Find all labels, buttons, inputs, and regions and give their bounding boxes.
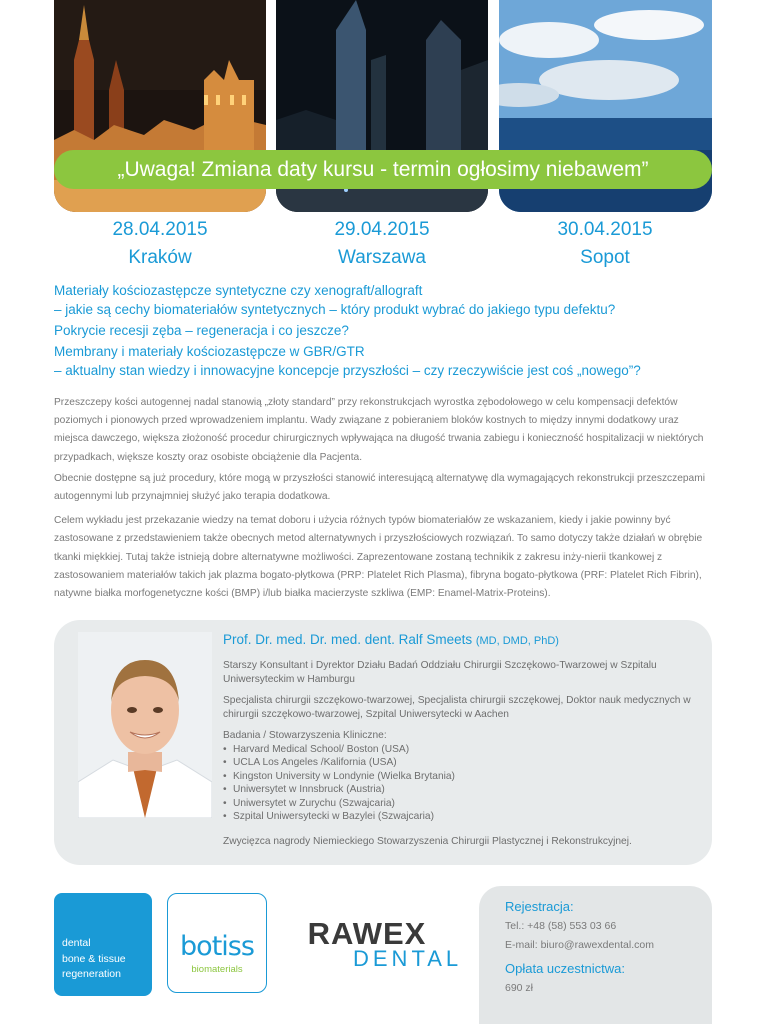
blue-box-line: regeneration: [62, 968, 121, 980]
event-date: 29.04.2015: [334, 219, 430, 240]
topic-3: [54, 342, 724, 380]
speaker-name: [223, 631, 703, 650]
registration-heading: Rejestracja:: [505, 899, 574, 914]
event-city: Warszawa: [338, 247, 426, 268]
botiss-name: botiss: [180, 931, 254, 962]
botiss-logo: [167, 893, 267, 993]
research-item: • Uniwersytet w Innsbruck (Austria): [223, 783, 703, 797]
event-date: 28.04.2015: [112, 219, 208, 240]
topic-line: Membrany i materiały kościozastępcze w GBR/GTR: [54, 344, 365, 359]
speaker-award: Zwycięzca nagrody Niemieckiego Stowarzyszenia Chirurgii Plastycznej i Rekonstrukcyjnej.: [223, 835, 632, 847]
speaker-portrait: [78, 632, 212, 818]
speaker-degrees: (MD, DMD, PhD): [475, 635, 559, 647]
research-item: • Szpital Uniwersytecki w Bazylei (Szwajcaria): [223, 810, 703, 824]
registration-phone[interactable]: Tel.: +48 (58) 553 03 66: [505, 920, 617, 932]
blue-box-line: bone & tissue: [62, 952, 126, 965]
research-heading: Badania / Stowarzyszenia Kliniczne:: [223, 730, 387, 741]
speaker-specialty: Specjalista chirurgii szczękowo-twarzowej, Specjalista chirurgii szczękowej, Doktor nauk medycznych w chirurgii szczękowo-twarzowej, Szpital Uniwersytecki w Aachen: [223, 695, 691, 720]
topic-line: Pokrycie recesji zęba – regeneracja i co jeszcze?: [54, 323, 349, 338]
topic-2: [54, 321, 724, 340]
course-topics: [54, 281, 724, 382]
event-city: Kraków: [128, 247, 192, 268]
event-krakow: [54, 216, 266, 272]
topic-1: [54, 281, 724, 319]
topic-line: – aktualny stan wiedzy i innowacyjne koncepcje przyszłości – czy rzeczywiście jest coś „nowego”?: [54, 363, 641, 378]
event-city: Sopot: [580, 247, 630, 268]
speaker-bio: [223, 631, 703, 848]
research-item: • Harvard Medical School/ Boston (USA): [223, 743, 703, 757]
fee-amount: 690 zł: [505, 982, 534, 994]
dental-regeneration-text: [62, 936, 148, 983]
course-description: [54, 394, 714, 606]
research-item: • Uniwersytet w Zurychu (Szwajcaria): [223, 797, 703, 811]
event-date: 30.04.2015: [557, 219, 653, 240]
research-item: • UCLA Los Angeles /Kalifornia (USA): [223, 756, 703, 770]
speaker-role: Starszy Konsultant i Dyrektor Działu Badań Oddziału Chirurgii Szczękowo-Twarzowej w Szpitalu Uniwersyteckim w Hamburgu: [223, 660, 657, 685]
topic-line: Materiały kościozastępcze syntetyczne czy xenograft/allograft: [54, 283, 423, 298]
blue-box-line: dental: [62, 937, 91, 949]
fee-heading: Opłata uczestnictwa:: [505, 961, 625, 976]
rawex-dental-logo: [287, 916, 463, 971]
body-paragraph: Celem wykładu jest przekazanie wiedzy na temat doboru i użycia różnych typów biomateriałów ze wskazaniem, kiedy i jakie powinny być zastosowane z przedstawieniem także obecnych metod alternatywnych i przyszłościowych rozwiązań. To samo dotyczy także działań w obrębie tkanki miękkiej. Tutaj także istnieją dobre alternatywne możliwości. Zaprezentowane zostaną technikik z zakresu inży-nierii tkankowej z zastosowaniem materiałów takich jak plazma bogato-płytkowa (PRP: Platelet Rich Plasma), fibryna bogato-płytkowa (PRF: Platelet Rich Fibrin), natywne białka morfogenetyczne kości (BMP) i/lub białka macierzyste szkliwa (EMP: Enamel-Matrix-Proteins).: [54, 515, 703, 600]
dental-wordmark: DENTAL: [353, 946, 463, 971]
botiss-subtitle: biomaterials: [191, 964, 243, 975]
research-list: [223, 743, 703, 824]
speaker-name-text: Prof. Dr. med. Dr. med. dent. Ralf Smeets: [223, 632, 473, 647]
rawex-wordmark: RAWEX: [307, 916, 427, 951]
event-sopot: [499, 216, 711, 272]
research-item: • Kingston University w Londynie (Wielka Brytania): [223, 770, 703, 784]
body-paragraph: Obecnie dostępne są już procedury, które mogą w przyszłości stanowić interesującą alternatywę dla wymagających rekonstrukcji przeszczepami autogennymi lub przynajmniej służyć jako terapia dodatkowa.: [54, 472, 705, 503]
event-warszawa: [276, 216, 488, 272]
registration-email[interactable]: E-mail: biuro@rawexdental.com: [505, 939, 654, 951]
registration-info: [505, 897, 705, 998]
body-paragraph: Przeszczepy kości autogennej nadal stanowią „złoty standard” przy rekonstrukcjach wyrostka zębodołowego w celu kompensacji defektów poziomych i pionowych przed wprowadzeniem implantu. Wady związane z pobieraniem bloków kostnych to między innymi dodatkowy uraz miejsca dawczego, większa złożoność procedur chirurgicznych wpływająca na długość trwania zabiegu i konieczność hospitalizacji w niektórych przypadkach, większe koszty oraz osobiste obciążenie dla Pacjenta.: [54, 397, 704, 463]
date-change-banner: „Uwaga! Zmiana daty kursu - termin ogłosimy niebawem”: [54, 150, 712, 189]
dental-regeneration-box: [54, 893, 152, 996]
topic-line: – jakie są cechy biomateriałów syntetycznych – który produkt wybrać do jakiego typu defektu?: [54, 302, 616, 317]
